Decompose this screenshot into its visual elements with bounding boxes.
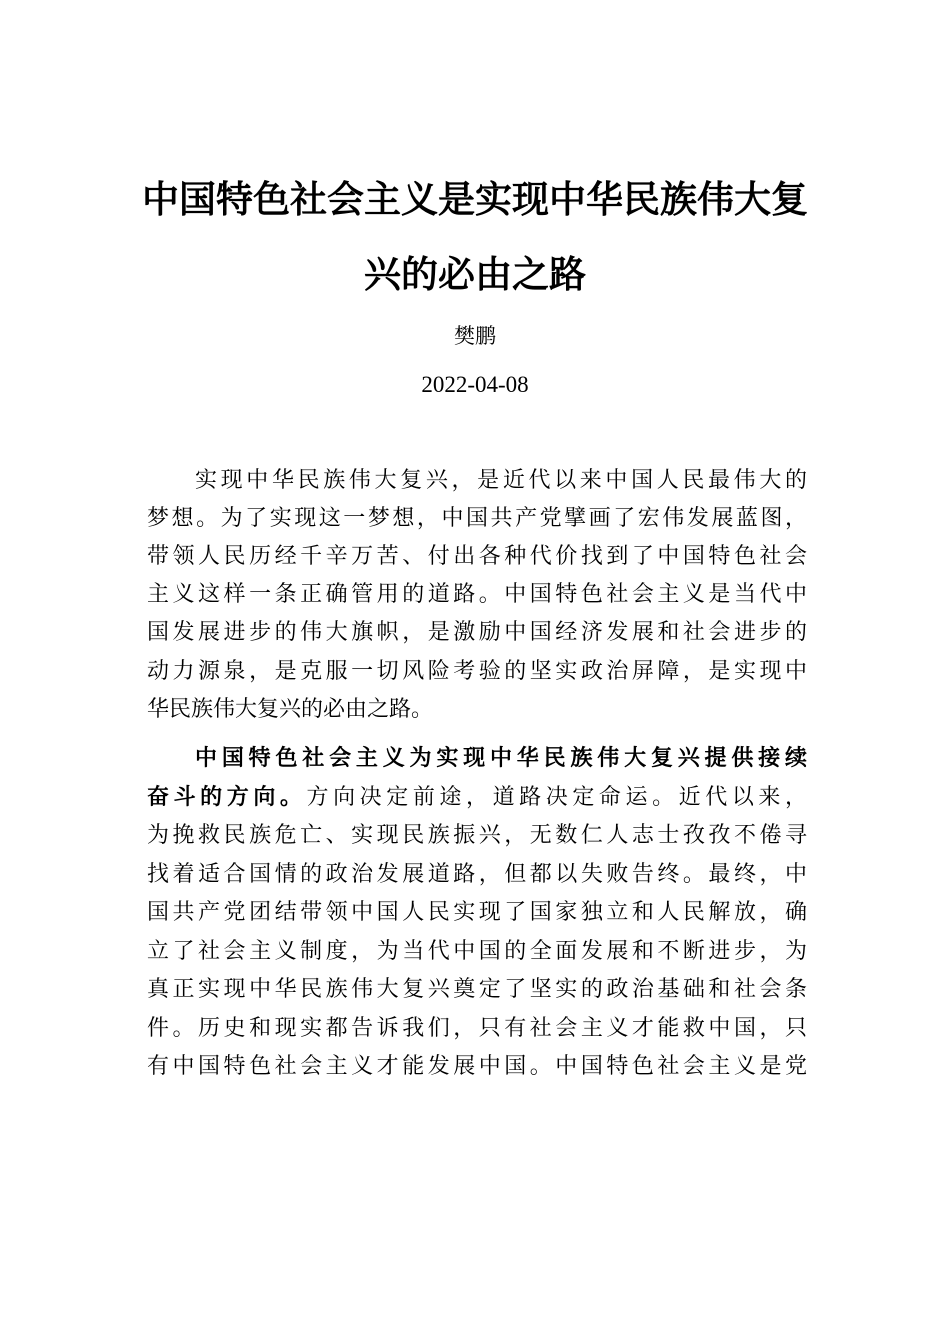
- paragraph-2-line: 找着适合国情的政治发展道路，但都以失败告终。最终，中: [147, 862, 807, 887]
- paragraph-2-line: 有中国特色社会主义才能发展中国。中国特色社会主义是党: [147, 1054, 807, 1079]
- paragraph-2-line: 为挽救民族危亡、实现民族振兴，无数仁人志士孜孜不倦寻: [147, 823, 807, 848]
- paragraph-2-line: 真正实现中华民族伟大复兴奠定了坚实的政治基础和社会条: [147, 977, 807, 1002]
- article-title-line-1: 中国特色社会主义是实现中华民族伟大复: [142, 178, 808, 221]
- paragraph-2-heading-line: 中国特色社会主义为实现中华民族伟大复兴提供接续: [195, 746, 807, 771]
- paragraph-2-line: [147, 783, 807, 813]
- paragraph-2-line: 国共产党团结带领中国人民实现了国家独立和人民解放，确: [147, 900, 807, 925]
- article-date: 2022-04-08: [421, 372, 529, 397]
- paragraph-2-line: 件。历史和现实都告诉我们，只有社会主义才能救中国，只: [147, 1016, 807, 1041]
- paragraph-2-line: 立了社会主义制度，为当代中国的全面发展和不断进步，为: [147, 939, 807, 964]
- paragraph-1-line: 梦想。为了实现这一梦想，中国共产党擘画了宏伟发展蓝图，: [147, 506, 807, 531]
- paragraph-1-line: 国发展进步的伟大旗帜，是激励中国经济发展和社会进步的: [147, 620, 807, 645]
- paragraph-2-heading-end: 奋斗的方向。: [147, 785, 307, 810]
- paragraph-1-line: 动力源泉，是克服一切风险考验的坚实政治屏障，是实现中: [147, 659, 807, 684]
- article-title-line-2: 兴的必由之路: [364, 253, 586, 296]
- article-author: 樊鹏: [454, 324, 496, 348]
- paragraph-1-line: 实现中华民族伟大复兴，是近代以来中国人民最伟大的: [195, 468, 807, 493]
- paragraph-2-line-text: 方向决定前途，道路决定命运。近代以来，: [306, 785, 807, 810]
- paragraph-1-line: 带领人民历经千辛万苦、付出各种代价找到了中国特色社会: [147, 544, 807, 569]
- paragraph-1-line: 华民族伟大复兴的必由之路。: [147, 697, 434, 722]
- paragraph-1-line: 主义这样一条正确管用的道路。中国特色社会主义是当代中: [147, 582, 807, 607]
